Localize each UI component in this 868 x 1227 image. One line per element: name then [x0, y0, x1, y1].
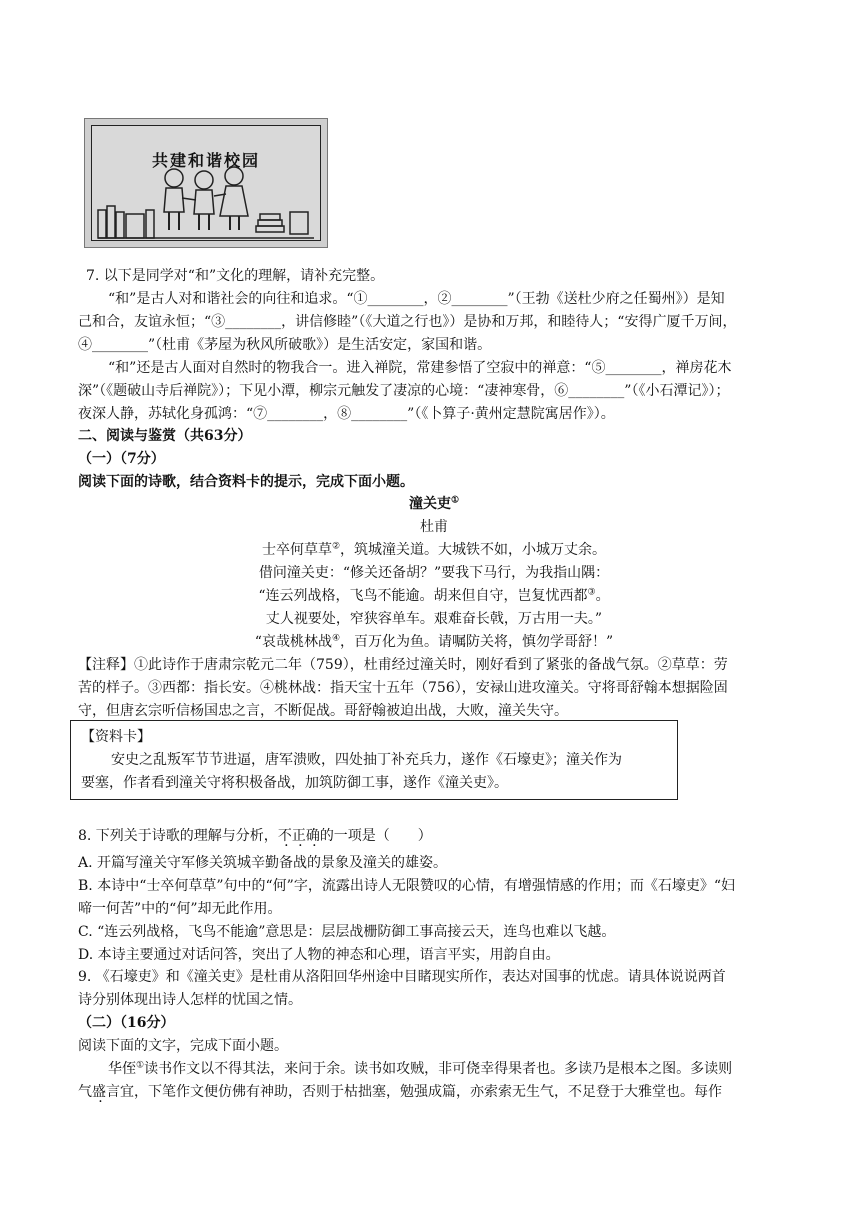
q7-line: “和”还是古人面对自然时的物我合一。进入禅院，常建参悟了空寂中的禅意：“⑤________，禅房花木: [108, 360, 732, 376]
q8-option-a: A. 开篇写潼关守军修关筑城辛勤备战的景象及潼关的雄姿。: [78, 855, 448, 871]
q7-line: ④________”（杜甫《茅屋为秋风所破歌》）是生活安定，家国和谐。: [78, 337, 492, 353]
poem-line: 士卒何草草②，筑城潼关道。大城铁不如，小城万丈余。: [261, 541, 607, 558]
q8-option-c: C. “连云列战格，飞鸟不能逾”意思是：层层战栅防御工事高接云天，连鸟也难以飞越。: [78, 924, 616, 940]
info-card-title: 【资料卡】: [81, 729, 151, 745]
campus-harmony-image: [84, 118, 328, 248]
section-heading: 二、阅读与鉴赏（共63分）: [78, 428, 252, 444]
poem-line: 借问潼关吏：“修关还备胡？”要我下马行，为我指山隅：: [258, 565, 610, 581]
passage-line: 华侄①读书作文以不得其法，来问于余。读书如攻贼，非可侥幸得果者也。多读乃是根本之图。多读则: [108, 1060, 733, 1077]
passage-line: 气盛言宜，下笔作文便仿佛有神助，否则于枯拙塞，勉强成篇，亦索索无生气，不足登于大雅堂也。每作: [78, 1084, 722, 1100]
q7-line: “和”是古人对和谐社会的向往和追求。“①________，②________”（王勃《送杜少府之任蜀州》）是知: [108, 291, 725, 307]
notes-line: 【注释】①此诗作于唐肃宗乾元二年（759），杜甫经过潼关时，刚好看到了紧张的备战气氛。②草草：劳: [78, 657, 728, 673]
q9-stem-cont: 诗分别体现出诗人怎样的忧国之情。: [78, 992, 302, 1008]
children-books-drawing: [92, 126, 320, 240]
poem-title: 潼关吏①: [408, 495, 460, 512]
q7-line: 己和合，友谊永恒；“③________，讲信修睦”（《大道之行也》）是协和万邦，和睦待人；“安得广厦千万间，: [78, 314, 737, 330]
q8-stem: 8. 下列关于诗歌的理解与分析，不正确的一项是（ ）: [78, 828, 432, 844]
info-card-line: 安史之乱叛军节节进逼，唐军溃败，四处抽丁补充兵力，遂作《石壕吏》；潼关作为: [111, 752, 622, 768]
notes-line: 苦的样子。③西都：指长安。④桃林战：指天宝十五年（756），安禄山进攻潼关。守将哥舒翰本想据险固: [78, 680, 728, 696]
info-card: [70, 720, 678, 800]
part2-instruction: 阅读下面的文字，完成下面小题。: [78, 1038, 288, 1054]
image-title: 共建和谐校园: [151, 151, 260, 170]
poem-instruction: 阅读下面的诗歌，结合资料卡的提示，完成下面小题。: [78, 474, 414, 490]
part2-heading: （二）（16分）: [78, 1015, 175, 1031]
q7-stem: 7. 以下是同学对“和”文化的理解，请补充完整。: [86, 268, 385, 284]
q8-option-b: B. 本诗中“士卒何草草”句中的“何”字，流露出诗人无限赞叹的心情，有增强情感的作用；而《石壕吏》“妇: [78, 878, 735, 894]
poem-line: “连云列战格，飞鸟不能逾。胡来但自守，岂复忧西都③。: [258, 587, 610, 604]
poem-line: “哀哉桃林战④，百万化为鱼。请嘱防关将，慎勿学哥舒！”: [254, 633, 614, 650]
q8-option-b-cont: 啼一何苦”中的“何”却无此作用。: [78, 901, 282, 917]
q8-option-d: D. 本诗主要通过对话问答，突出了人物的神态和心理，语言平实，用韵自由。: [78, 947, 560, 963]
part1-heading: （一）（7分）: [78, 451, 165, 467]
notes-line: 守，但唐玄宗听信杨国忠之言，不断促战。哥舒翰被迫出战，大败，潼关失守。: [78, 703, 568, 719]
q7-line: 深”（《题破山寺后禅院》）；下见小潭，柳宗元触发了凄凉的心境：“凄神寒骨，⑥________”（《小石潭记》）；: [78, 383, 730, 399]
q9-stem: 9. 《石壕吏》和《潼关吏》是杜甫从洛阳回华州途中目睹现实所作，表达对国事的忧虑。请具体说说两首: [78, 969, 726, 985]
poem-author: 杜甫: [420, 519, 448, 535]
poem-line: 丈人视要处，窄狭容单车。艰难奋长戟，万古用一夫。”: [265, 611, 603, 627]
info-card-line: 要塞，作者看到潼关守将积极备战，加筑防御工事，遂作《潼关吏》。: [81, 775, 508, 791]
q7-line: 夜深人静，苏轼化身孤鸿：“⑦________，⑧________”（《卜算子·黄州定慧院寓居作》）。: [78, 406, 615, 422]
